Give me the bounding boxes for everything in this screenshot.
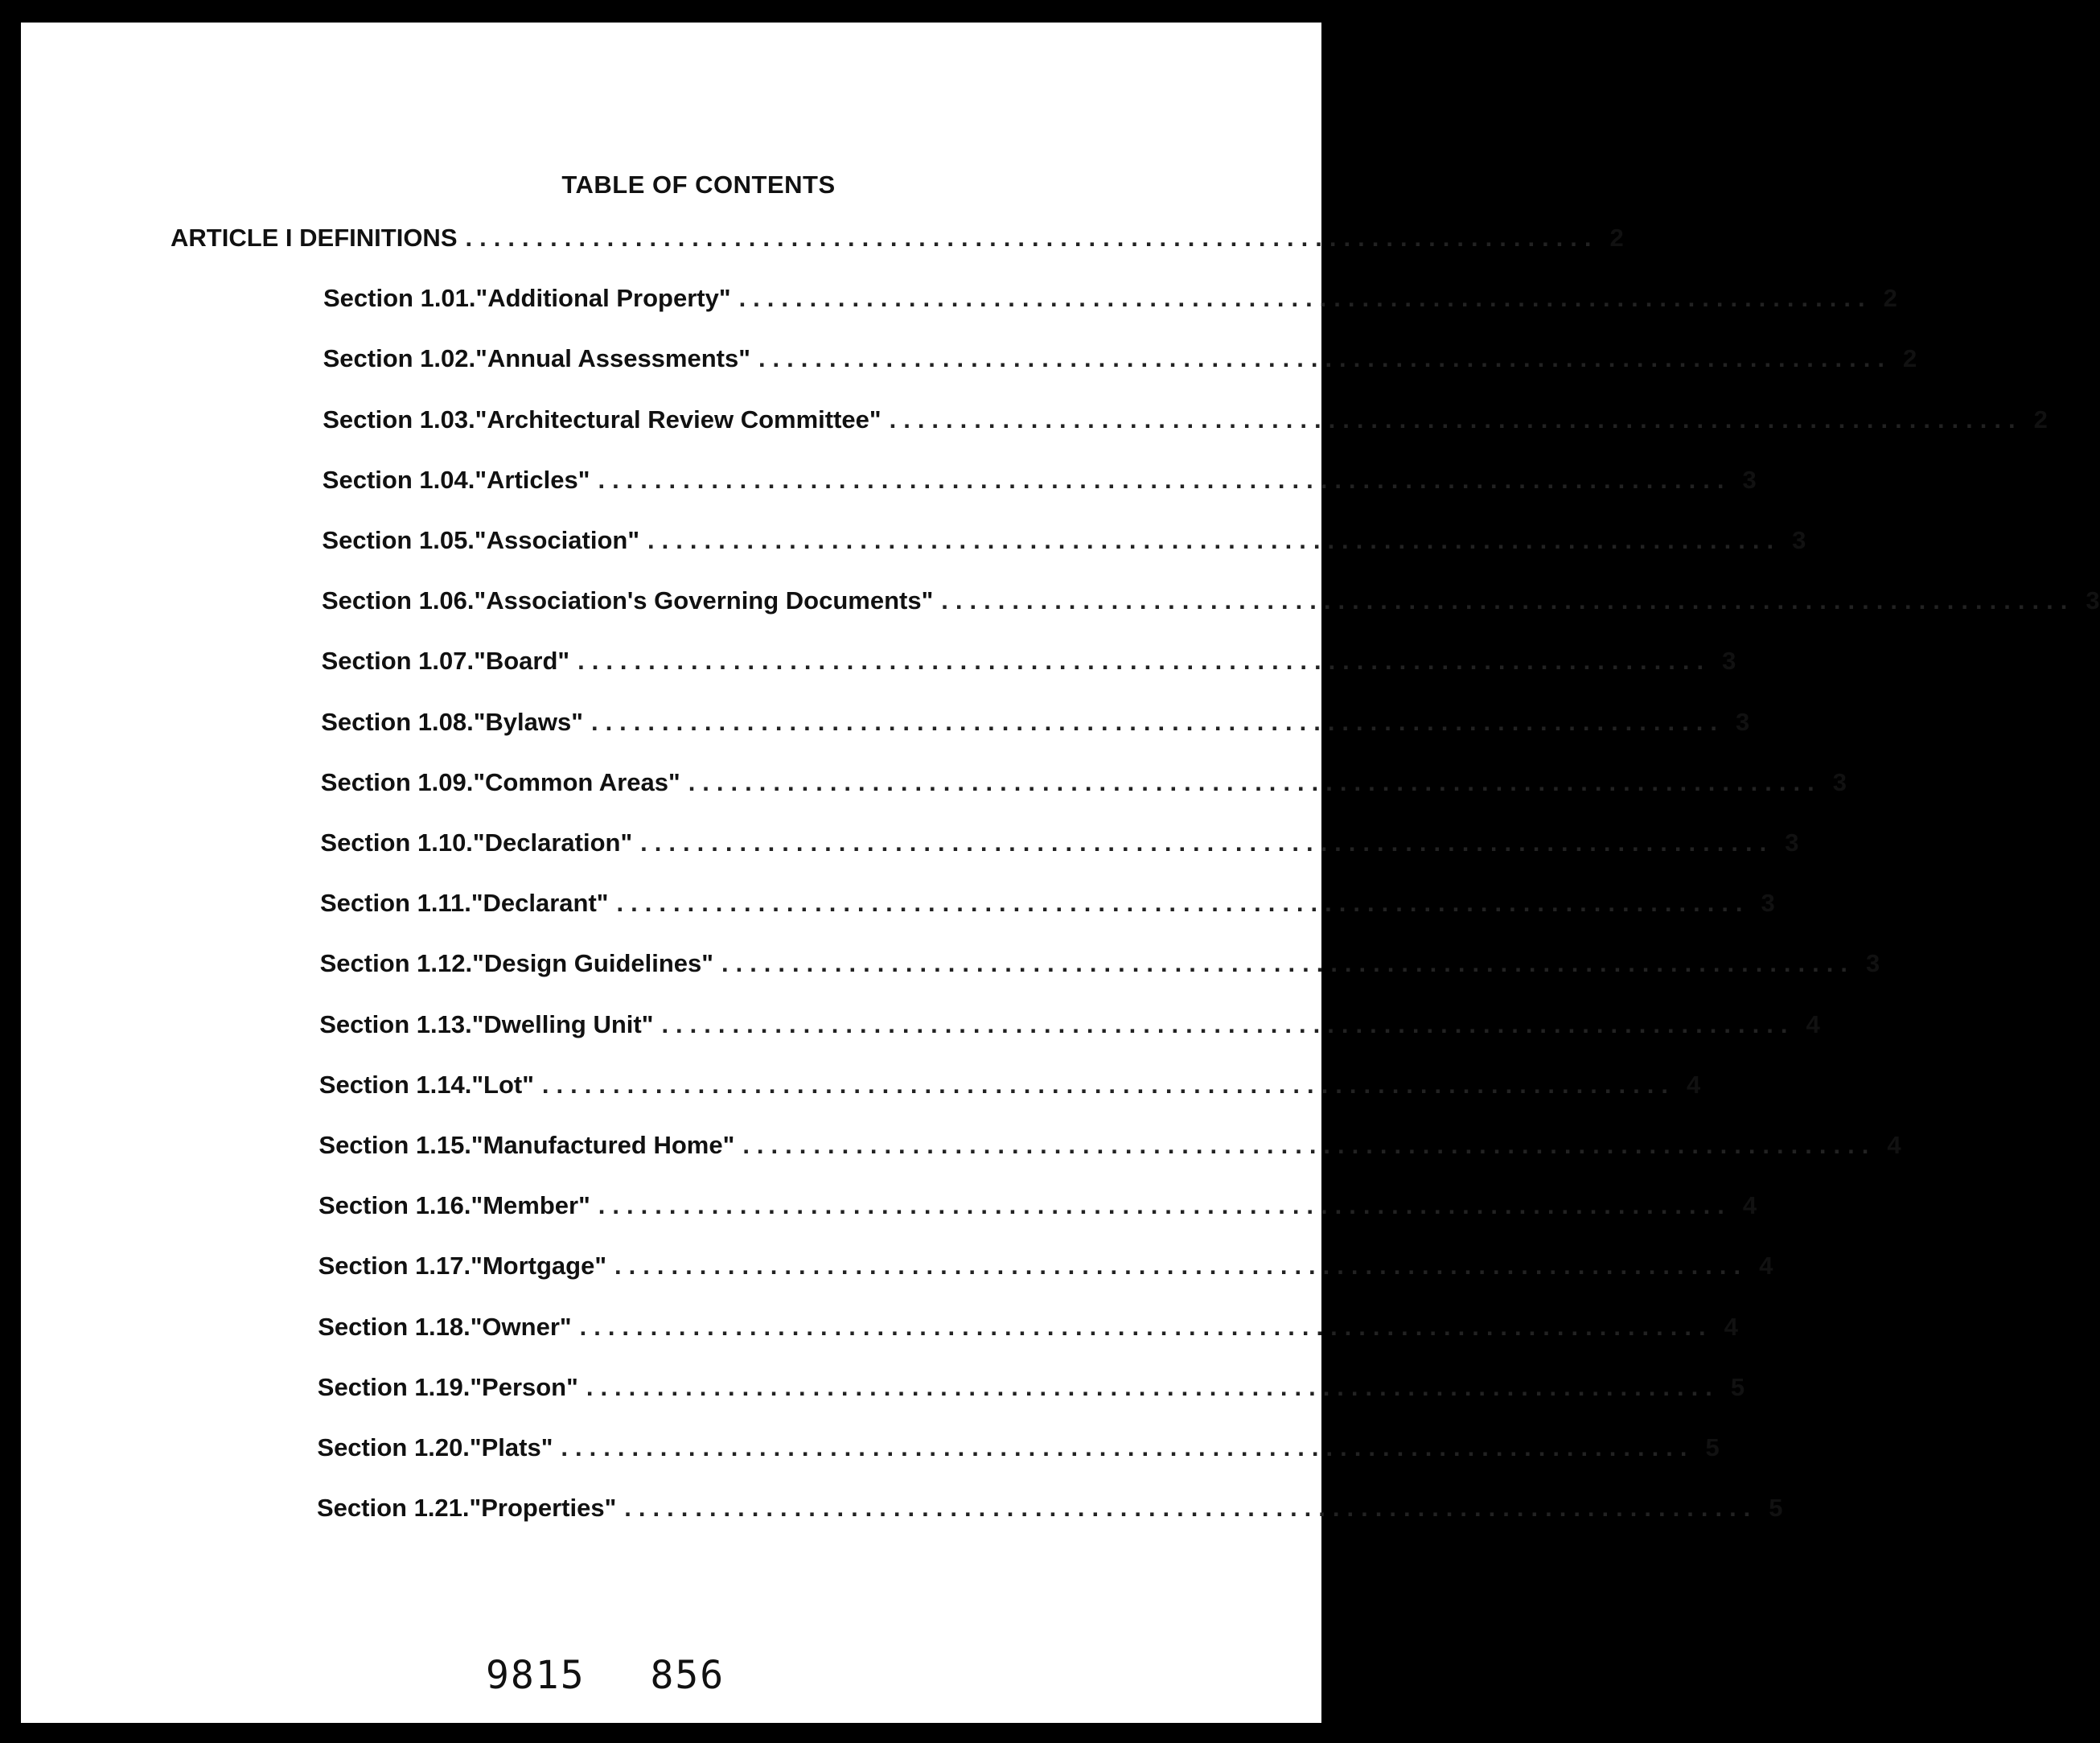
section-number: Section 1.07. <box>321 647 475 676</box>
toc-section-row <box>318 1312 1738 1351</box>
section-page-number: 5 <box>1769 1494 1783 1523</box>
section-number: Section 1.09. <box>320 767 474 796</box>
toc-section-row <box>317 1372 1745 1412</box>
dot-leader: ................................................................................ <box>616 889 1750 918</box>
section-name: "Person" <box>470 1372 578 1401</box>
dot-leader: ................................................................................ <box>465 224 1599 252</box>
toc-section-row <box>317 1433 1720 1472</box>
section-name: "Manufactured Home" <box>471 1131 735 1159</box>
section-page-number: 3 <box>1785 828 1799 857</box>
section-name: "Common Areas" <box>473 767 680 796</box>
section-name: "Design Guidelines" <box>472 949 713 978</box>
toc-section-row <box>319 1009 1820 1049</box>
section-page-number: 4 <box>1759 1252 1773 1281</box>
dot-leader: ................................................................................ <box>624 1494 1758 1523</box>
section-number: Section 1.11. <box>320 889 471 918</box>
section-page-number: 4 <box>1724 1312 1738 1341</box>
section-number: Section 1.17. <box>318 1252 471 1281</box>
toc-section-row <box>318 1252 1773 1290</box>
section-page-number: 3 <box>1792 526 1806 554</box>
toc-section-row <box>322 526 1806 565</box>
section-number: Section 1.14. <box>318 1070 472 1099</box>
section-name: "Additional Property" <box>475 284 731 313</box>
page-title: TABLE OF CONTENTS <box>561 171 836 199</box>
section-number: Section 1.18. <box>318 1312 471 1341</box>
section-name: "Board" <box>474 647 570 676</box>
section-number: Section 1.05. <box>322 526 475 554</box>
section-number: Section 1.13. <box>319 1009 472 1038</box>
section-number: Section 1.02. <box>323 344 476 373</box>
dot-leader: ................................................................................ <box>577 647 1712 676</box>
dot-leader: ................................................................................ <box>688 767 1822 796</box>
article-page-number: 2 <box>1609 224 1624 252</box>
toc-section-row <box>318 1191 1757 1230</box>
footer-page-number: 856 <box>650 1653 725 1698</box>
section-name: "Declarant" <box>471 889 609 918</box>
section-page-number: 4 <box>1806 1009 1820 1038</box>
section-page-number: 3 <box>1722 647 1736 676</box>
section-number: Section 1.06. <box>322 586 475 615</box>
document-page <box>21 23 2100 1723</box>
section-page-number: 2 <box>1902 344 1917 373</box>
dot-leader: ................................................................................ <box>598 465 1732 494</box>
toc-section-row <box>321 647 1736 685</box>
dot-leader: ................................................................................ <box>758 344 1892 373</box>
dot-leader: ................................................................................ <box>614 1252 1749 1281</box>
section-number: Section 1.12. <box>319 949 473 978</box>
section-number: Section 1.01. <box>323 284 476 313</box>
section-name: "Member" <box>471 1191 590 1220</box>
section-name: "Mortgage" <box>471 1252 607 1281</box>
section-number: Section 1.16. <box>318 1191 471 1220</box>
book-number: 9815 <box>486 1653 586 1698</box>
section-name: "Plats" <box>469 1433 553 1461</box>
section-number: Section 1.03. <box>323 405 475 434</box>
section-page-number: 3 <box>1742 465 1757 494</box>
section-page-number: 5 <box>1730 1372 1745 1401</box>
section-number: Section 1.15. <box>318 1131 471 1159</box>
section-page-number: 3 <box>1735 707 1750 736</box>
toc-section-row <box>317 1494 1783 1532</box>
toc-section-row <box>322 586 2100 625</box>
dot-leader: ................................................................................ <box>738 284 1872 313</box>
dot-leader: ................................................................................ <box>541 1070 1675 1099</box>
toc-section-row <box>318 1131 1901 1170</box>
dot-leader: ................................................................................ <box>586 1372 1720 1401</box>
section-page-number: 4 <box>1686 1070 1701 1099</box>
section-number: Section 1.20. <box>317 1433 470 1461</box>
toc-section-row <box>322 465 1757 504</box>
toc-section-row <box>320 828 1799 867</box>
dot-leader: ................................................................................ <box>579 1312 1713 1341</box>
section-page-number: 3 <box>1761 889 1775 918</box>
section-page-number: 3 <box>2086 586 2100 615</box>
dot-leader: ................................................................................ <box>647 526 1782 554</box>
section-name: "Dwelling Unit" <box>471 1009 654 1038</box>
section-number: Section 1.19. <box>317 1372 471 1401</box>
section-number: Section 1.08. <box>321 707 474 736</box>
dot-leader: ................................................................................ <box>721 949 1855 978</box>
section-name: "Bylaws" <box>473 707 583 736</box>
section-page-number: 4 <box>1887 1131 1901 1159</box>
section-name: "Annual Assessments" <box>475 344 750 373</box>
section-page-number: 3 <box>1866 949 1880 978</box>
toc-section-row <box>323 405 2048 444</box>
section-page-number: 3 <box>1832 767 1847 796</box>
article-label: ARTICLE I DEFINITIONS <box>171 224 458 252</box>
toc-section-row <box>321 707 1750 746</box>
section-page-number: 4 <box>1742 1191 1757 1220</box>
section-name: "Association's Governing Documents" <box>474 586 934 615</box>
toc-section-row <box>319 949 1880 988</box>
section-page-number: 2 <box>2033 405 2048 434</box>
section-name: "Owner" <box>470 1312 572 1341</box>
section-number: Section 1.21. <box>317 1494 470 1523</box>
dot-leader: ................................................................................ <box>889 405 2023 434</box>
section-name: "Association" <box>474 526 640 554</box>
document-footer <box>486 1653 725 1698</box>
dot-leader: ................................................................................ <box>640 828 1774 857</box>
toc-section-row <box>320 767 1847 807</box>
dot-leader: ................................................................................ <box>742 1131 1876 1159</box>
dot-leader: ................................................................................ <box>941 586 2075 615</box>
dot-leader: ................................................................................ <box>661 1009 1795 1038</box>
dot-leader: ................................................................................ <box>561 1433 1695 1461</box>
section-name: "Articles" <box>475 465 590 494</box>
section-name: "Properties" <box>469 1494 617 1523</box>
toc-section-row <box>323 344 1917 383</box>
section-page-number: 5 <box>1705 1433 1720 1461</box>
section-name: "Lot" <box>471 1070 534 1099</box>
toc-section-row <box>323 284 1897 323</box>
dot-leader: ................................................................................ <box>590 707 1724 736</box>
toc-article-row <box>171 224 1624 262</box>
section-number: Section 1.10. <box>320 828 473 857</box>
section-name: "Architectural Review Committee" <box>475 405 882 434</box>
section-number: Section 1.04. <box>322 465 475 494</box>
section-page-number: 2 <box>1883 284 1897 313</box>
toc-section-row <box>318 1070 1701 1109</box>
toc-section-row <box>320 889 1775 927</box>
section-name: "Declaration" <box>472 828 633 857</box>
dot-leader: ................................................................................ <box>598 1191 1732 1220</box>
